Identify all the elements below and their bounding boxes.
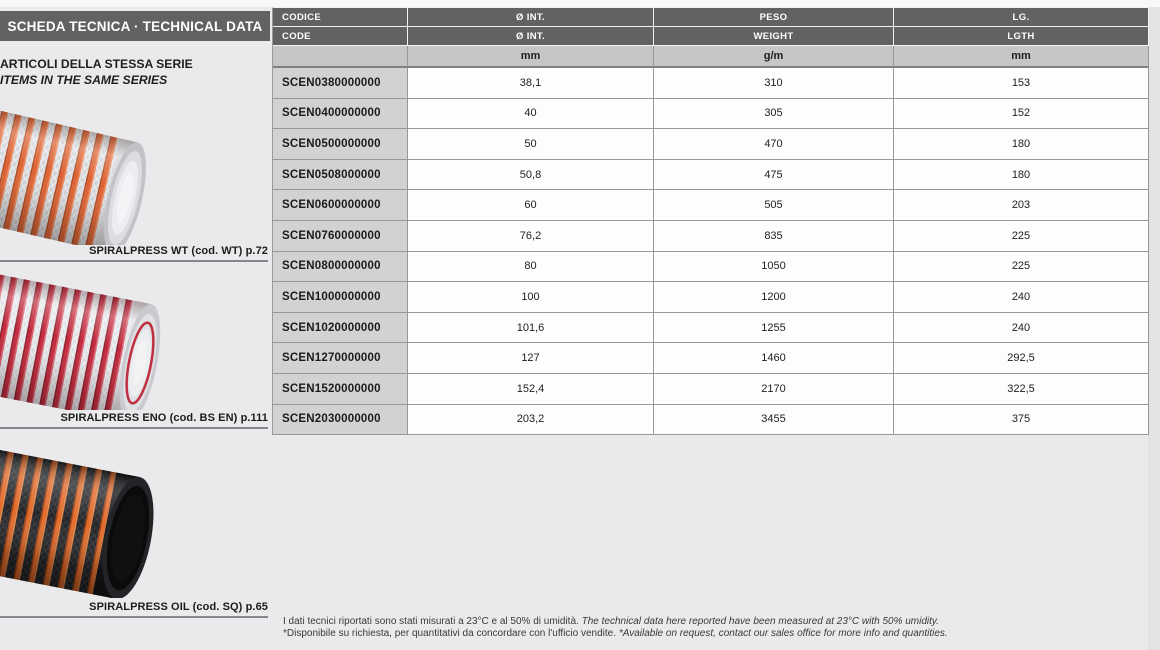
footnote-line-1-italian: I dati tecnici riportati sono stati misurati a 23°C e al 50% di umidità.	[283, 616, 579, 627]
footnote-line-2-english: *Available on request, contact our sales office for more info and quantities.	[618, 628, 948, 640]
code-cell: SCEN0800000000	[273, 252, 408, 283]
table-row	[273, 99, 1149, 130]
header-lunghezza: LG.	[894, 8, 1149, 27]
code-cell: SCEN0400000000	[273, 99, 408, 130]
weight-cell: 1200	[654, 282, 894, 313]
header-peso: PESO	[654, 8, 894, 27]
inner-diameter-cell: 50	[408, 129, 654, 160]
technical-data-table	[272, 7, 1149, 435]
weight-cell: 1460	[654, 343, 894, 374]
table-row	[273, 221, 1149, 252]
weight-cell: 505	[654, 190, 894, 221]
length-cell: 152	[894, 99, 1149, 130]
header-code: CODE	[273, 27, 408, 46]
product-label-text: SPIRALPRESS WT (cod. WT) p.72	[89, 245, 268, 257]
orange-clear-hose-image	[0, 95, 272, 245]
inner-diameter-cell: 203,2	[408, 405, 654, 436]
series-title-english: ITEMS IN THE SAME SERIES	[0, 73, 168, 87]
inner-diameter-cell: 60	[408, 190, 654, 221]
code-cell: SCEN1520000000	[273, 374, 408, 405]
red-clear-hose-image	[0, 262, 272, 410]
product-photo-spiralpress-eno	[0, 262, 272, 410]
code-cell: SCEN2030000000	[273, 405, 408, 436]
series-title-italian: ARTICOLI DELLA STESSA SERIE	[0, 57, 193, 71]
code-cell: SCEN0380000000	[273, 68, 408, 99]
table-header-row-english	[273, 27, 1149, 46]
inner-diameter-cell: 127	[408, 343, 654, 374]
length-cell: 292,5	[894, 343, 1149, 374]
inner-diameter-cell: 50,8	[408, 160, 654, 191]
table-row	[273, 252, 1149, 283]
table-row	[273, 374, 1149, 405]
footnote-line-1-english: The technical data here reported have been measured at 23°C with 50% umidity.	[581, 616, 939, 627]
table-row	[273, 190, 1149, 221]
product-label-text: SPIRALPRESS OIL (cod. SQ) p.65	[89, 601, 268, 613]
weight-cell: 470	[654, 129, 894, 160]
weight-cell: 310	[654, 68, 894, 99]
table-body	[273, 68, 1149, 435]
length-cell: 375	[894, 405, 1149, 436]
product-photo-spiralpress-oil	[0, 430, 272, 598]
page-title: SCHEDA TECNICA · TECHNICAL DATA	[7, 18, 263, 34]
unit-diameter: mm	[408, 46, 654, 68]
table-row	[273, 282, 1149, 313]
table-row	[273, 129, 1149, 160]
series-heading	[0, 56, 262, 88]
table-units-row	[273, 46, 1149, 68]
code-cell: SCEN0600000000	[273, 190, 408, 221]
length-cell: 322,5	[894, 374, 1149, 405]
table-row	[273, 343, 1149, 374]
product-label-spiralpress-wt	[0, 245, 268, 262]
unit-weight: g/m	[654, 46, 894, 68]
length-cell: 153	[894, 68, 1149, 99]
product-photo-spiralpress-wt	[0, 95, 272, 245]
product-label-spiralpress-oil	[0, 601, 268, 618]
header-diametro: Ø INT.	[408, 8, 654, 27]
header-diameter: Ø INT.	[408, 27, 654, 46]
page-top-strip	[0, 0, 1160, 7]
weight-cell: 3455	[654, 405, 894, 436]
table-header-row-italian	[273, 8, 1149, 27]
table-row	[273, 160, 1149, 191]
product-label-spiralpress-eno	[0, 412, 268, 429]
header-weight: WEIGHT	[654, 27, 894, 46]
orange-black-hose-image	[0, 430, 272, 598]
footnote	[283, 616, 1153, 640]
weight-cell: 835	[654, 221, 894, 252]
unit-length: mm	[894, 46, 1149, 68]
footnote-line-2	[283, 628, 1153, 640]
code-cell: SCEN1000000000	[273, 282, 408, 313]
weight-cell: 1255	[654, 313, 894, 344]
weight-cell: 1050	[654, 252, 894, 283]
code-cell: SCEN0508000000	[273, 160, 408, 191]
weight-cell: 475	[654, 160, 894, 191]
length-cell: 203	[894, 190, 1149, 221]
inner-diameter-cell: 76,2	[408, 221, 654, 252]
unit-code	[273, 46, 408, 68]
length-cell: 225	[894, 252, 1149, 283]
inner-diameter-cell: 101,6	[408, 313, 654, 344]
length-cell: 240	[894, 282, 1149, 313]
length-cell: 225	[894, 221, 1149, 252]
code-cell: SCEN0760000000	[273, 221, 408, 252]
footnote-line-1	[283, 616, 1153, 628]
header-codice: CODICE	[273, 8, 408, 27]
section-title-bar	[0, 11, 270, 41]
weight-cell: 305	[654, 99, 894, 130]
inner-diameter-cell: 40	[408, 99, 654, 130]
header-length: LGTH	[894, 27, 1149, 46]
length-cell: 240	[894, 313, 1149, 344]
inner-diameter-cell: 152,4	[408, 374, 654, 405]
table-row	[273, 68, 1149, 99]
footnote-line-2-italian: *Disponibile su richiesta, per quantitativi da concordare con l'ufficio vendite.	[283, 628, 617, 640]
weight-cell: 2170	[654, 374, 894, 405]
length-cell: 180	[894, 129, 1149, 160]
inner-diameter-cell: 100	[408, 282, 654, 313]
inner-diameter-cell: 38,1	[408, 68, 654, 99]
inner-diameter-cell: 80	[408, 252, 654, 283]
code-cell: SCEN1270000000	[273, 343, 408, 374]
table-row	[273, 405, 1149, 436]
product-label-text: SPIRALPRESS ENO (cod. BS EN) p.111	[60, 412, 268, 424]
code-cell: SCEN0500000000	[273, 129, 408, 160]
table-row	[273, 313, 1149, 344]
page-right-margin	[1148, 7, 1160, 650]
code-cell: SCEN1020000000	[273, 313, 408, 344]
length-cell: 180	[894, 160, 1149, 191]
